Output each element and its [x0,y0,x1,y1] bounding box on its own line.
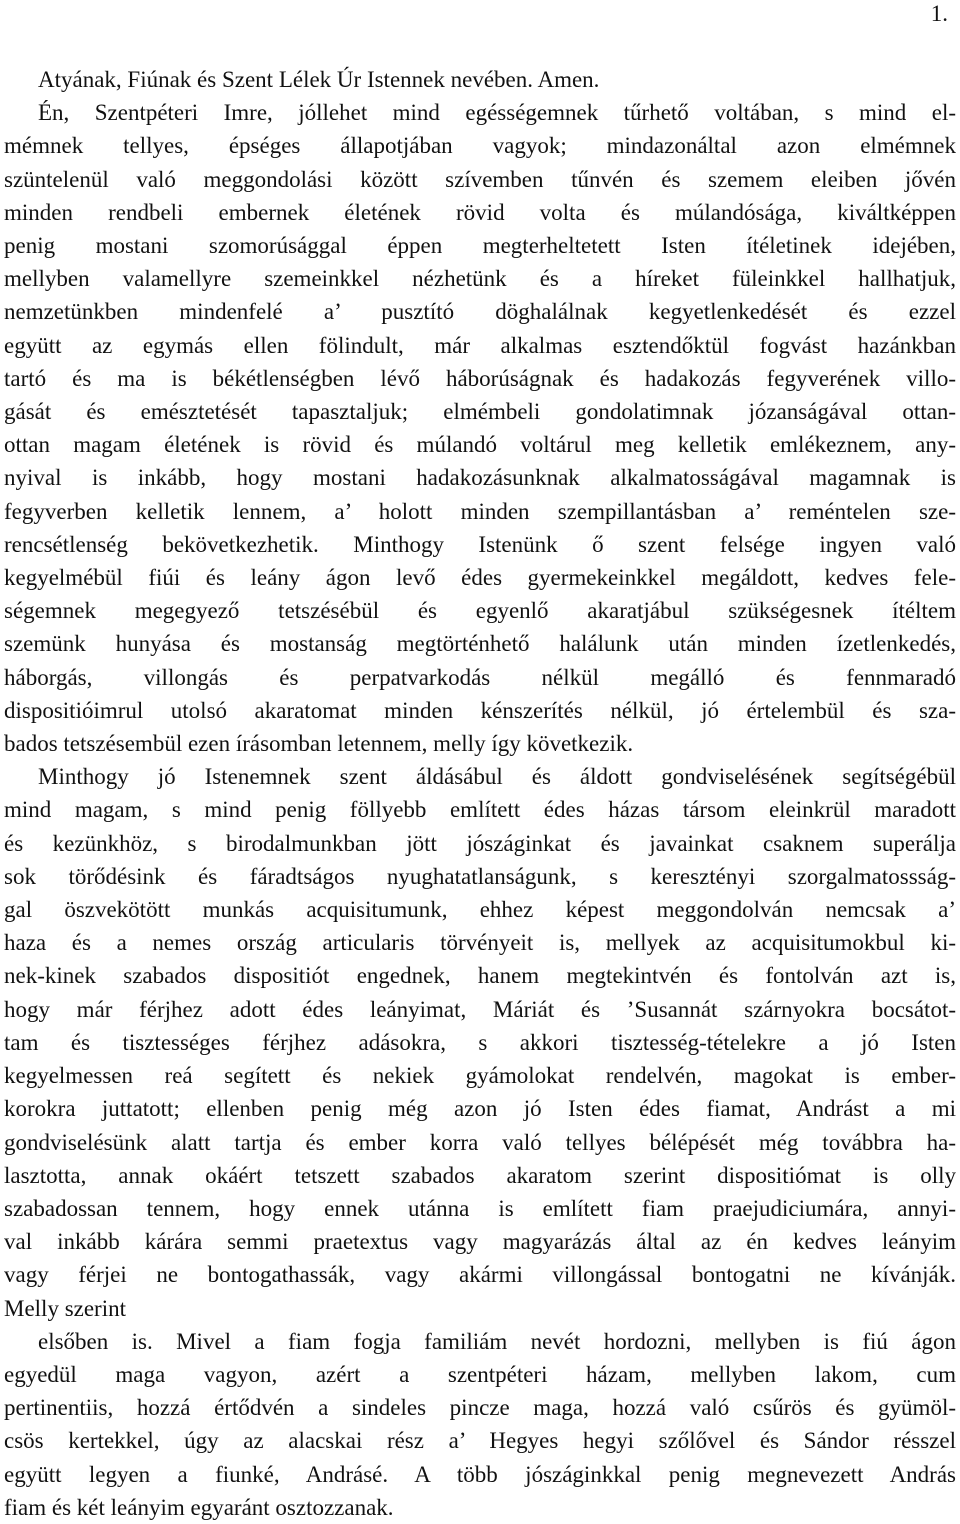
text-line: nemzetünkben mindenfelé a’ pusztító döghalálnak kegyetlenkedését és ezzel [4,299,956,325]
text-line: gondviselésünk alatt tartja és ember korra való tellyes bélépését még továbbra ha- [4,1129,956,1155]
text-line: gását és emésztetését tapasztaljuk; elmémbeli gondolatimnak józanságával ottan- [4,399,956,425]
text-line: szabadossan tennem, hogy ennek utánna is említett fiam praejudiciumára, annyi- [4,1195,956,1221]
body-text [4,63,956,1524]
text-line: mémnek tellyes, épséges állapotjában vagyok; mindazonáltal azon elmémnek [4,133,956,159]
text-line: sok törődésink és fáradtságos nyughatatlanságunk, s keresztényi szorgalmatossság- [4,863,956,889]
page-number: 1. [930,1,948,26]
text-line: fegyverben kelletik lennem, a’ holott minden szempillantásban a’ reméntelen sze- [4,498,956,524]
text-line: Atyának, Fiúnak és Szent Lélek Úr Istennek nevében. Amen. [38,67,600,92]
text-line: Én, Szentpéteri Imre, jóllehet mind egésségemnek tűrhető voltában, s mind el- [38,100,956,126]
text-line: ségemnek megegyező tetszésébül és egyenlő akaratjábul szükségesnek ítéltem [4,598,956,624]
text-line: korokra juttatott; ellenben penig még azon jó Isten édes fiamat, Andrást a mi [4,1096,956,1122]
text-line: egyedül maga vagyon, azért a szentpéteri házam, mellyben lakom, cum [4,1361,956,1387]
text-line: elsőben is. Mivel a fiam fogja familiám nevét hordozni, mellyben is fiú ágon [38,1328,956,1354]
text-line: fiam és két leányim egyaránt osztozzanak. [4,1494,394,1520]
text-line: val inkább kárára semmi praetextus vagy magyarázás által az én kedves leányim [4,1229,956,1255]
text-line: nyival is inkább, hogy mostani hadakozásunknak alkalmatosságával magamnak is [4,465,956,491]
text-line: penig mostani szomorúsággal éppen megterheltetett Isten ítéletinek idejében, [4,233,956,259]
text-line: kegyelmessen reá segített és nekiek gyámolokat rendelvén, magokat is ember- [4,1063,956,1089]
text-line: vagy férjei ne bontogathassák, vagy akármi villongással bontogatni ne kívánják. [4,1262,956,1288]
text-line: bados tetszésembül ezen írásomban letennem, melly így következik. [4,731,634,757]
text-line: nek-kinek szabados dispositiót engednek, hanem megtekintvén és fontolván azt is, [4,963,956,989]
text-line: háborgás, villongás és perpatvarkodás nélkül megálló és fennmaradó [4,664,956,690]
text-line: együtt az egymás ellen fölindult, már alkalmas esztendőktül fogvást hazánkban [4,332,956,358]
text-line: Minthogy jó Istenemnek szent áldásábul és áldott gondviselésének segítségébül [38,764,956,790]
text-line: haza és a nemes ország articularis törvényeit is, mellyek az acquisitumokbul ki- [4,930,956,956]
text-line: Melly szerint [4,1295,126,1321]
text-line: mellyben valamellyre szemeinkkel nézhetünk és a híreket füleinkkel hallhatjuk, [4,266,956,292]
text-line: gal öszvekötött munkás acquisitumunk, ehhez képest meggondolván nemcsak a’ [4,897,956,923]
text-line: tartó és ma is békétlenségben lévő háborúságnak és hadakozás fegyverének villo- [4,365,956,391]
text-line: szemünk hunyása és mostanság megtörténhető halálunk után minden ízetlenkedés, [4,631,956,657]
text-line: mind magam, s mind penig föllyebb említett édes házas társom eleinkrül maradott [4,797,956,823]
text-line: lasztotta, annak okáért tetszett szabados akaratom szerint dispositiómat is olly [4,1162,956,1188]
text-line: együtt legyen a fiunké, Andrásé. A több jószáginkkal penig megnevezett András [4,1461,956,1487]
text-line: és kezünkhöz, s birodalmunkban jött jószáginkat és javainkat csaknem superálja [4,830,956,856]
text-line: szüntelenül való meggondolási között szívemben tűnvén és szemem eleiben jővén [4,166,956,192]
text-line: csös kertekkel, úgy az alacskai rész a’ Hegyes hegyi szőlővel és Sándor résszel [4,1428,956,1454]
text-line: pertinentiis, hozzá értődvén a sindeles pincze maga, hozzá való csűrös és gyümöl- [4,1395,956,1421]
text-line: minden rendbeli embernek életének rövid volta és múlandósága, kiváltképpen [4,199,956,225]
text-line: hogy már férjhez adott édes leányimat, Máriát és ’Susannát szárnyokra bocsátot- [4,996,956,1022]
text-line: rencsétlenség bekövetkezhetik. Minthogy Istenünk ő szent felsége ingyen való [4,531,956,557]
text-line: ottan magam életének is rövid és múlandó voltárul meg kelletik emlékeznem, any- [4,432,956,458]
text-line: dispositióimrul utolsó akaratomat minden kénszerítés nélkül, jó értelembül és sza- [4,697,956,723]
text-line: tam és tisztességes férjhez adásokra, s akkori tisztesség-tételekre a jó Isten [4,1029,956,1055]
text-line: kegyelmébül fiúi és leány ágon levő édes gyermekeinkkel megáldott, kedves fele- [4,565,956,591]
